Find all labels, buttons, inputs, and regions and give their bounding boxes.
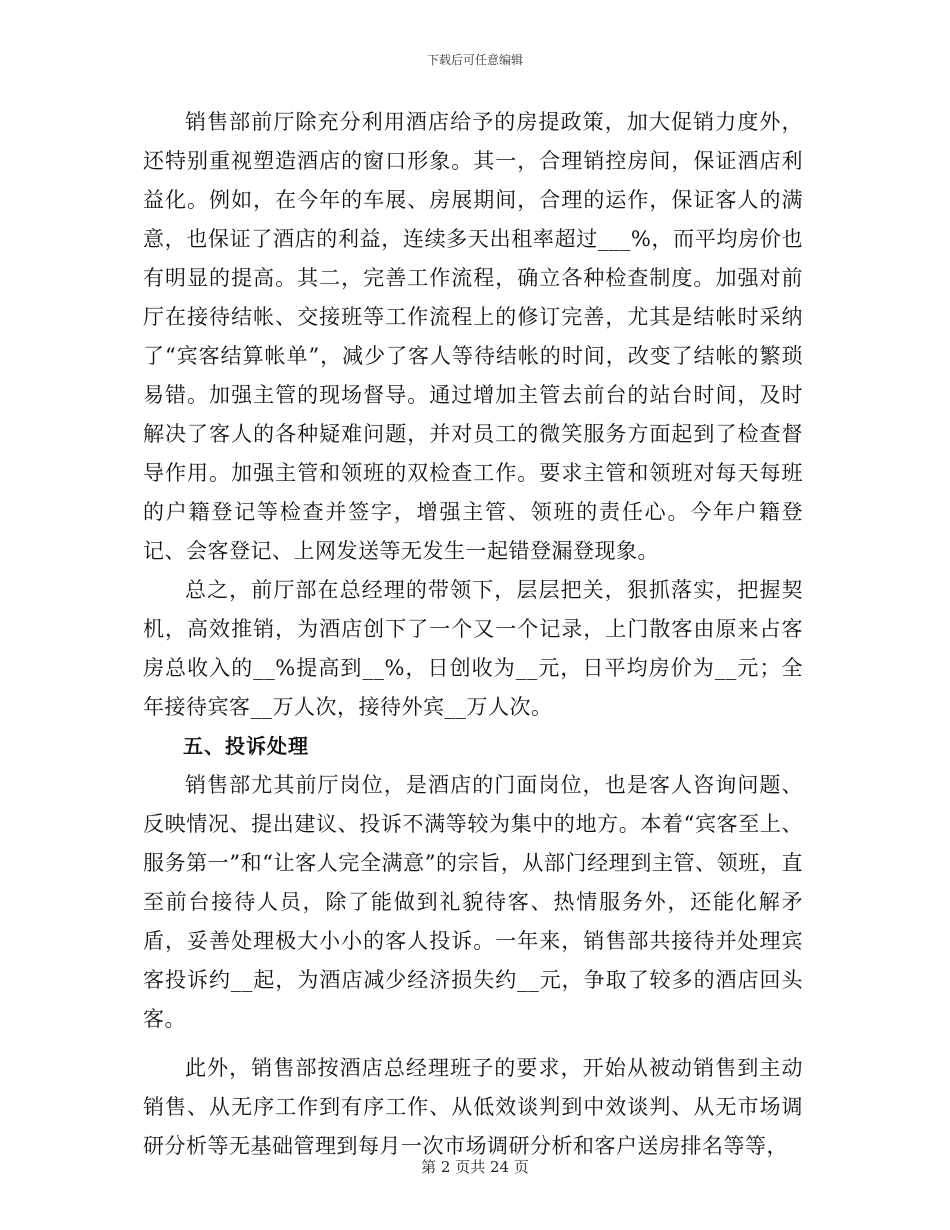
page-footer: 第 2 页共 24 页 [421,1158,529,1176]
paragraph-front-desk-image: 销售部前厅除充分利用酒店给予的房提政策，加大促销力度外，还特别重视塑造酒店的窗口形象。其一，合理销控房间，保证酒店利益化。例如，在今年的车展、房展期间，合理的运作，保证客人的满意，也保证了酒店的利益，连续多天出租率超过___%，而平均房价也有明显的提高。其二，完善工作流程，确立各种检查制度。加强对前厅在接待结帐、交接班等工作流程上的修订完善，尤其是结帐时采纳了“宾客结算帐单”，减少了客人等待结帐的时间，改变了结帐的繁琐易错。加强主管的现场督导。通过增加主管去前台的站台时间，及时解决了客人的各种疑难问题，并对员工的微笑服务方面起到了检查督导作用。加强主管和领班的双检查工作。要求主管和领班对每天每班的户籍登记等检查并签字，增强主管、领班的责任心。今年户籍登记、会客登记、上网发送等无发生一起错登漏登现象。 [143,110,803,563]
page-header: 下载后可任意编辑 [426,53,523,67]
paragraph-summary: 总之，前厅部在总经理的带领下，层层把关，狠抓落实，把握契机，高效推销，为酒店创下了一个又一个记录，上门散客由原来占客房总收入的__%提高到__%，日创收为__元，日平均房价为__元；全年接待宾客__万人次，接待外宾__万人次。 [143,578,803,719]
section-heading-complaints: 五、投诉处理 [183,734,309,758]
paragraph-complaint-handling: 销售部尤其前厅岗位，是酒店的门面岗位，也是客人咨询问题、反映情况、提出建议、投诉不满等较为集中的地方。本着“宾客至上、服务第一”和“让客人完全满意”的宗旨，从部门经理到主管、领班，直至前台接待人员，除了能做到礼貌待客、热情服务外，还能化解矛盾，妥善处理极大小小的客人投诉。一年来，销售部共接待并处理宾客投诉约__起，为酒店减少经济损失约__元，争取了较多的酒店回头客。 [143,773,803,1031]
paragraph-gap [143,1039,803,1049]
document-body [143,103,803,1166]
paragraph-additional: 此外，销售部按酒店总经理班子的要求，开始从被动销售到主动销售、从无序工作到有序工作、从低效谈判到中效谈判、从无市场调研分析等无基础管理到每月一次市场调研分析和客户送房排名等等， [143,1056,803,1158]
